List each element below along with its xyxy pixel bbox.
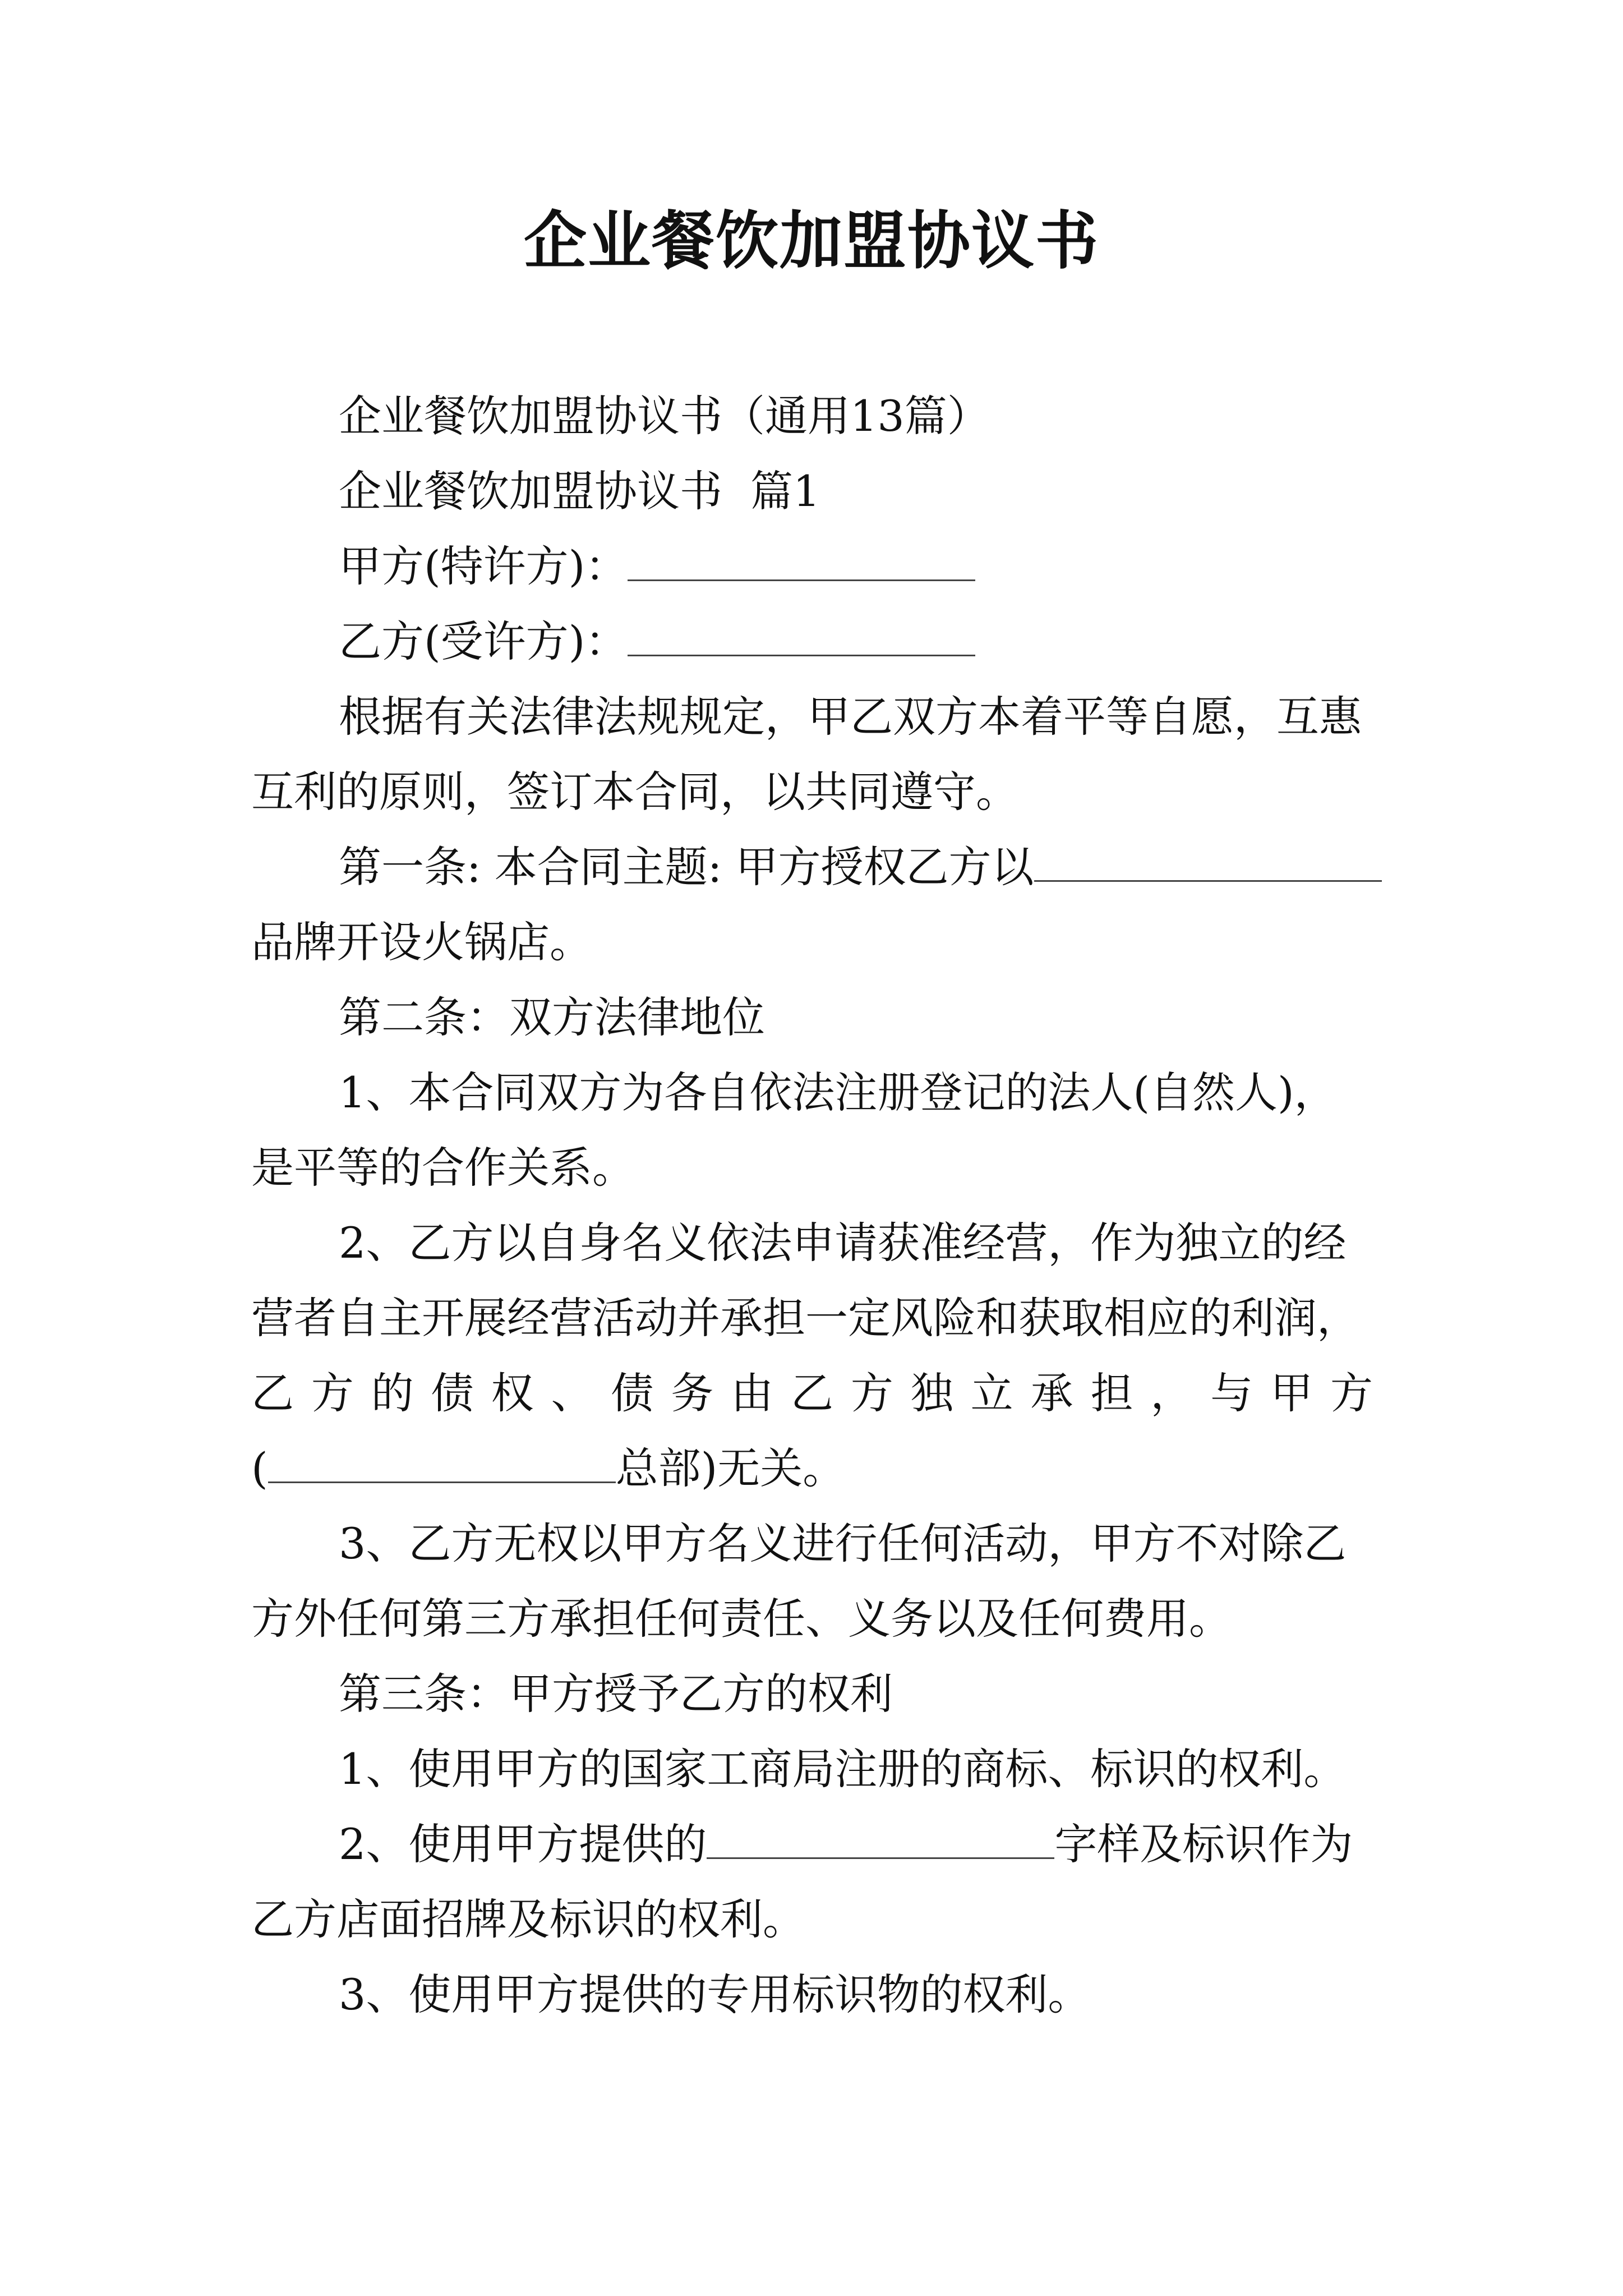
chapter-number: 篇1 [750,466,820,516]
article-2-item-2-line-3: 乙方的债权、债务由乙方独立承担，与甲方 [251,1368,1373,1418]
article-3-item-2-line-1 [251,1807,1373,1882]
party-a-line [251,529,1373,604]
article-1-blank [1034,840,1382,882]
party-a-label: 甲方(特许方)： [339,541,628,591]
article-2-item-2-line-4 [251,1431,1373,1506]
party-b-label: 乙方(受许方)： [339,616,628,666]
article-2-item-3-line-1: 3、乙方无权以甲方名义进行任何活动，甲方不对除乙 [339,1519,1347,1568]
headquarters-paren-close: 总部)无关。 [615,1443,846,1493]
article-2-heading: 第二条：双方法律地位 [339,992,765,1042]
article-3-item-2-line-2: 乙方店面招牌及标识的权利。 [251,1894,805,1944]
article-3-heading: 第三条：甲方授予乙方的权利 [339,1669,893,1719]
article-3-item-2-suffix: 字样及标识作为 [1054,1819,1353,1869]
article-2-item-2-line-2: 营者自主开展经营活动并承担一定风险和获取相应的利润， [251,1293,1359,1343]
article-3-item-2-prefix: 2、使用甲方提供的 [339,1819,707,1869]
article-1-line-2: 品牌开设火锅店。 [251,917,592,967]
intro-line-2: 互利的原则，签订本合同，以共同遵守。 [251,767,1018,817]
party-b-line [251,604,1373,679]
brand-words-blank [707,1817,1054,1859]
article-1-prefix: 第一条: 本合同主题: 甲方授权乙方以 [339,842,1034,892]
chapter-heading [251,454,1373,529]
article-2-item-3-line-2: 方外任何第三方承担任何责任、义务以及任何费用。 [251,1594,1232,1644]
headquarters-blank [268,1441,616,1483]
article-2-item-1-line-2: 是平等的合作关系。 [251,1143,635,1193]
document-body [251,379,1373,2032]
headquarters-paren-open: ( [251,1443,268,1493]
article-3-item-1: 1、使用甲方的国家工商局注册的商标、标识的权利。 [339,1744,1347,1794]
intro-line-1: 根据有关法律法规规定，甲乙双方本着平等自愿，互惠 [339,692,1362,742]
party-a-blank [628,539,975,581]
chapter-name: 企业餐饮加盟协议书 [339,466,722,516]
article-3-item-3: 3、使用甲方提供的专用标识物的权利。 [339,1970,1091,2019]
article-1-line-1 [251,830,1373,905]
article-2-item-1-line-1: 1、本合同双方为各自依法注册登记的法人(自然人)， [339,1068,1337,1117]
document-subtitle: 企业餐饮加盟协议书（通用13篇） [339,391,990,441]
article-2-item-2-line-1: 2、乙方以自身名义依法申请获准经营，作为独立的经 [339,1218,1347,1268]
party-b-blank [628,614,975,656]
document-title: 企业餐饮加盟协议书 [524,204,1099,278]
